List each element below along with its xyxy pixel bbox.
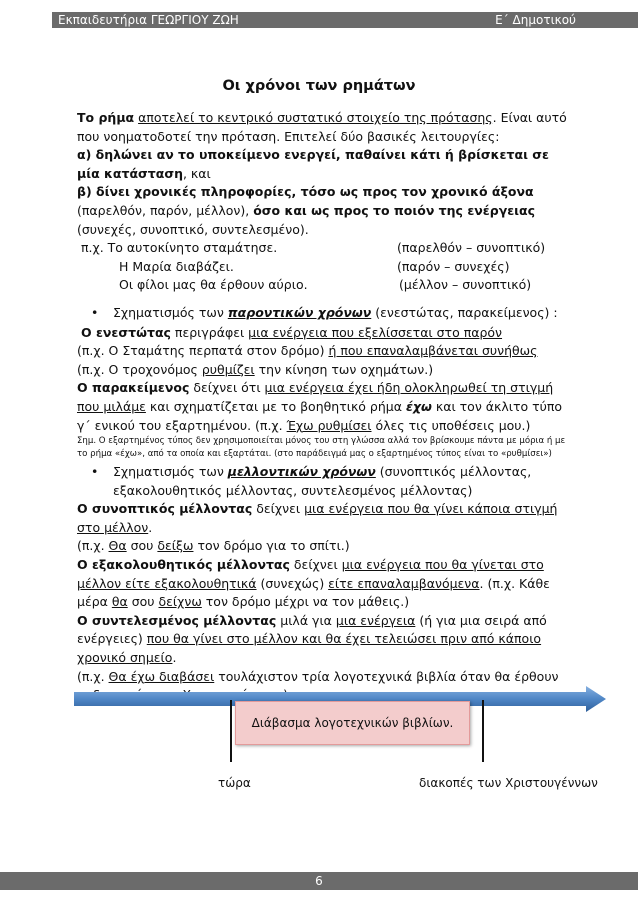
example-tag: (μέλλον – συνοπτικό)	[399, 277, 532, 293]
function-a-tail: , και	[182, 165, 211, 181]
function-a-text: α) δηλώνει αν το υποκείμενο ενεργεί, παθαίνει κάτι ή βρίσκεται σε μία κατάσταση	[77, 147, 549, 181]
example-verb: δείχνω	[158, 594, 202, 610]
enestotas-example-2	[77, 361, 569, 380]
text-span: και τον άκλιτο τύπο γ΄ ενικού του εξαρτημένου. (π.χ.	[77, 398, 563, 433]
exakolouthitikos-definition-2: είτε επαναλαμβανόμενα	[328, 575, 480, 591]
function-b-text: β) δίνει χρονικές πληροφορίες, τόσο ως προς τον χρονικό άξονα	[77, 184, 534, 200]
enestotas-definition-2: ή που επαναλαμβάνεται συνήθως	[328, 343, 538, 359]
text-span: δείχνει	[289, 557, 342, 573]
reading-range-label: Διάβασμα λογοτεχνικών βιβλίων.	[251, 716, 454, 730]
example-row	[77, 258, 569, 277]
text-span: .	[172, 650, 177, 666]
synoptikos-example	[77, 537, 569, 556]
text-span: τον δρόμο για το σπίτι.)	[193, 538, 350, 554]
text-span: σου	[127, 594, 159, 610]
term-synoptikos: Ο συνοπτικός μέλλοντας	[77, 501, 253, 517]
enestotas-paragraph	[77, 324, 569, 343]
text-span: (συνεχώς)	[256, 575, 329, 591]
text-span: την κίνηση των οχημάτων.)	[254, 361, 434, 377]
text-span: (π.χ. Ο Σταμάτης περπατά στον δρόμο)	[77, 343, 329, 359]
document-body	[77, 109, 569, 705]
term-rima: Το ρήμα	[77, 110, 135, 125]
term-enestotas: Ο ενεστώτας	[80, 324, 171, 340]
function-b-times: (παρελθόν, παρόν, μέλλον),	[77, 202, 254, 218]
example-row	[81, 239, 573, 258]
syntelesmenos-definition-2: που θα γίνει στο μέλλον και θα έχει τελειώσει πριν από κάποιο χρονικό σημείο	[77, 631, 542, 666]
function-b-aspects: (συνεχές, συνοπτικό, συντελεσμένο).	[77, 221, 309, 237]
text-span: δείχνει	[252, 501, 305, 517]
example-row	[77, 276, 569, 295]
parakeimenos-definition: μια ενέργεια έχει ήδη ολοκληρωθεί τη στιγμή που μιλάμε	[77, 380, 554, 414]
bullet-future	[77, 463, 569, 500]
text-span: περιγράφει	[170, 324, 249, 340]
text-span: τον δρόμο μέχρι να τον μάθεις.)	[201, 594, 410, 610]
example-text: Η Μαρία διαβάζει.	[119, 258, 234, 274]
bullet-tail: (συνοπτικός μέλλοντας, εξακολουθητικός μέλλοντας, συντελεσμένος μέλλοντας)	[113, 464, 532, 498]
term-parakeimenos: Ο παρακείμενος	[77, 380, 190, 396]
bullet-term: παροντικών χρόνων	[227, 304, 372, 320]
now-label: τώρα	[218, 776, 251, 790]
reading-range-box	[235, 701, 470, 745]
synoptikos-paragraph	[77, 500, 569, 537]
enestotas-example-1	[77, 342, 569, 361]
bullet-tail: (ενεστώτας, παρακείμενος) :	[371, 304, 558, 320]
bullet-icon: •	[91, 304, 99, 320]
synoptikos-definition: μια ενέργεια που θα γίνει κάποια στιγμή στο μέλλον	[77, 501, 558, 535]
header-school: Εκπαιδευτήρια ΓΕΩΡΓΙΟΥ ΖΩΗ	[58, 13, 239, 27]
header-bar	[52, 12, 638, 28]
example-text: π.χ. Το αυτοκίνητο σταμάτησε.	[81, 240, 278, 256]
christmas-marker	[482, 700, 484, 762]
example-verb: θα	[111, 594, 128, 610]
text-span: (ή για μια σειρά από ενέργειες)	[77, 612, 547, 647]
footer-bar	[0, 872, 638, 890]
example-verb: Έχω ρυθμίσει	[286, 417, 372, 433]
bullet-text: Σχηματισμός των	[113, 304, 228, 320]
parakeimenos-paragraph	[77, 379, 569, 435]
aux-verb: έχω	[405, 398, 432, 414]
bullet-term: μελλοντικών χρόνων	[227, 464, 376, 480]
text-span: όλες τις υποθέσεις μου.)	[371, 417, 531, 433]
page-number: 6	[315, 874, 323, 888]
now-marker	[230, 700, 232, 762]
text-span: μιλά για	[276, 612, 336, 628]
function-a	[77, 146, 569, 183]
syntelesmenos-paragraph	[77, 612, 569, 668]
text-span: (π.χ.	[77, 538, 109, 554]
text-span: και σχηματίζεται με το βοηθητικό ρήμα	[145, 398, 406, 414]
syntelesmenos-definition: μια ενέργεια	[335, 612, 416, 628]
text-span: τουλάχιστον τρία λογοτεχνικά βιβλία όταν θα έρθουν	[218, 668, 559, 684]
example-verb: Θα έχω διαβάσει	[108, 668, 215, 684]
term-exakolouthitikos: Ο εξακολουθητικός μέλλοντας	[77, 557, 290, 573]
text-span: δείχνει ότι	[189, 380, 265, 396]
text-span: (π.χ.	[77, 668, 109, 684]
example-tag: (παρόν – συνεχές)	[397, 258, 510, 274]
example-verb: δείξω	[157, 538, 194, 554]
example-tag: (παρελθόν – συνοπτικό)	[397, 240, 546, 256]
intro-text: . Είναι αυτό που νοηματοδοτεί την πρόταση. Επιτελεί δύο βασικές λειτουργίες:	[77, 110, 567, 144]
function-b-aspect: όσο και ως προς το ποιόν της ενέργειας	[253, 202, 536, 218]
text-span: (π.χ. Ο τροχονόμος	[77, 361, 202, 377]
bullet-present	[77, 304, 569, 323]
exakolouthitikos-definition: μια ενέργεια που θα γίνεται στο μέλλον είτε εξακολουθητικά	[77, 557, 544, 591]
text-span: .	[148, 519, 153, 535]
enestotas-definition: μια ενέργεια που εξελίσσεται στο παρόν	[248, 324, 503, 340]
intro-paragraph	[77, 109, 569, 146]
example-verb: ρυθμίζει	[201, 361, 255, 377]
header-grade: Ε΄ Δημοτικού	[495, 13, 576, 27]
christmas-label: διακοπές των Χριστουγέννων	[419, 776, 598, 790]
bullet-icon: •	[91, 464, 99, 480]
text-span: . (π.χ. Κάθε μέρα	[77, 575, 550, 610]
function-b	[77, 183, 569, 239]
bullet-text: Σχηματισμός των	[113, 464, 228, 480]
term-syntelesmenos: Ο συντελεσμένος μέλλοντας	[77, 612, 277, 628]
text-span: σου	[126, 538, 158, 554]
intro-definition: αποτελεί το κεντρικό συστατικό στοιχείο της πρότασης	[138, 110, 493, 125]
note-paragraph: Σημ. Ο εξαρτημένος τύπος δεν χρησιμοποιείται μόνος του στη γλώσσα αλλά τον βρίσκουμε πάντα με μόρια ή με το ρήμα «έχω», από τα οποία και εξαρτάται. (στο παράδειγμά μας ο εξαρτημένος τύπος είναι το «ρυθμίσει»)	[77, 436, 566, 460]
page-title: Οι χρόνοι των ρημάτων	[222, 78, 416, 94]
exakolouthitikos-paragraph	[77, 556, 569, 612]
example-text: Οι φίλοι μας θα έρθουν αύριο.	[119, 277, 308, 293]
example-verb: Θα	[108, 538, 127, 554]
